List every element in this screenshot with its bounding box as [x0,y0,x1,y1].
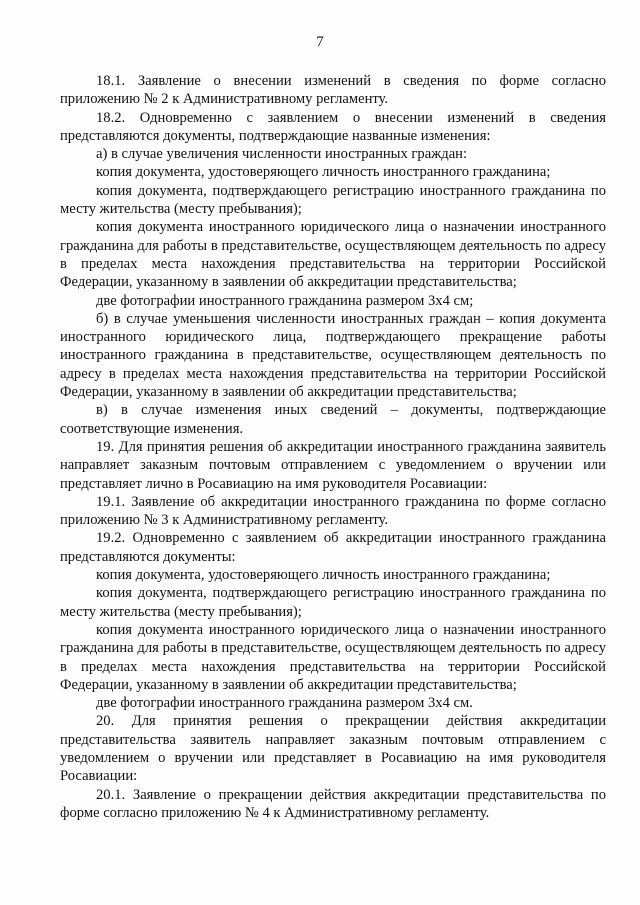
paragraph: 20. Для принятия решения о прекращении действия аккредитации представительства заявитель направляет заказным почтовым отправлением с уведомлением о вручении или представляет в Росавиацию на имя руководителя Росавиации: [60,713,606,785]
paragraph: 19.1. Заявление об аккредитации иностранного гражданина по форме согласно приложению № 3 к Административному регламенту. [60,493,606,529]
paragraph: в) в случае изменения иных сведений – документы, подтверждающие соответствующие изменения. [60,402,606,437]
paragraph: 19.2. Одновременно с заявлением об аккредитации иностранного гражданина представляются документы: [60,530,606,565]
page-number: 7 [316,34,324,50]
paragraph: 18.2. Одновременно с заявлением о внесении изменений в сведения представляются документы, подтверждающие названные изменения: [60,109,606,144]
paragraph: 18.1. Заявление о внесении изменений в сведения по форме согласно приложению № 2 к Административному регламенту. [60,73,606,108]
paragraph: копия документа иностранного юридического лица о назначении иностранного гражданина для работы в представительстве, осуществляющем деятельность по адресу в пределах места нахождения представительства на территории Российской Федерации, указанному в заявлении об аккредитации представительства; [60,621,606,693]
paragraph: б) в случае уменьшения численности иностранных граждан – копия документа иностранного юридического лица, подтверждающего прекращение работы иностранного гражданина в представительстве, осуществляющем деятельность по адресу в пределах места нахождения представительства на территории Российской Федерации, указанному в заявлении об аккредитации представительства; [60,310,606,401]
paragraph: копия документа, удостоверяющего личность иностранного гражданина; [96,567,551,584]
paragraph: две фотографии иностранного гражданина размером 3х4 см. [96,695,473,712]
paragraph: копия документа, подтверждающего регистрацию иностранного гражданина по месту жительства (месту пребывания); [60,182,606,218]
paragraph: 19. Для принятия решения об аккредитации иностранного гражданина заявитель направляет заказным почтовым отправлением с уведомлением о вручении или представляет лично в Росавиацию на имя руководителя Росавиации: [60,438,606,492]
paragraph: 20.1. Заявление о прекращении действия аккредитации представительства по форме согласно приложению № 4 к Административному регламенту. [60,786,606,821]
paragraph: а) в случае увеличения численности иностранных граждан: [96,146,468,163]
paragraph: копия документа, подтверждающего регистрацию иностранного гражданина по месту жительства (месту пребывания); [60,585,606,620]
paragraph: копия документа, удостоверяющего личность иностранного гражданина; [96,164,551,181]
paragraph: копия документа иностранного юридического лица о назначении иностранного гражданина для работы в представительстве, осуществляющем деятельность по адресу в пределах места нахождения представительства на территории Российской Федерации, указанному в заявлении об аккредитации представительства; [60,219,606,291]
document-body [60,72,606,822]
paragraph: две фотографии иностранного гражданина размером 3х4 см; [96,292,474,309]
